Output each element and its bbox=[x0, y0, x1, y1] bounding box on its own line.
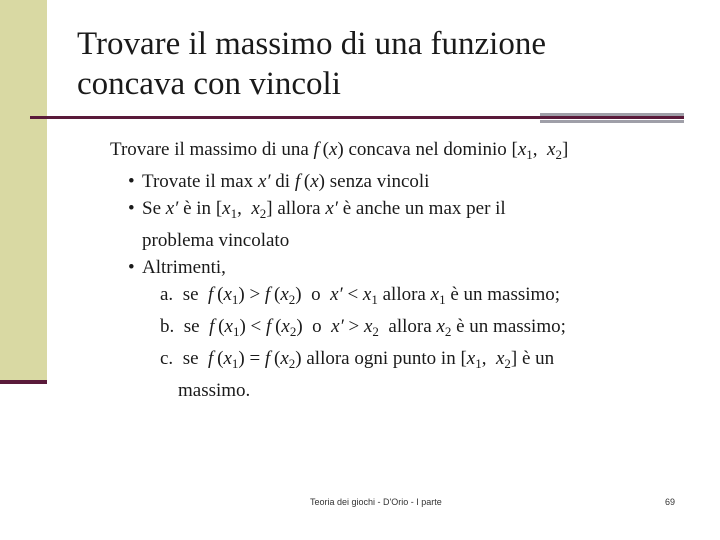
slide-title bbox=[77, 24, 697, 104]
bullet-icon: • bbox=[128, 257, 135, 278]
bullet-icon: • bbox=[128, 198, 135, 219]
bullet-item-1: • Trovate il max x′ di f (x) senza vincoli bbox=[110, 168, 680, 195]
sub-item-c: c. se f $(x_1) = f$ $(x_2)$ allora ogni punto in [$x_1$, $x_2$] è un bbox=[160, 348, 555, 371]
footer-text: Teoria dei giochi - D'Orio - I parte bbox=[310, 497, 442, 507]
bullet-item-2-continuation: problema vincolato bbox=[142, 230, 290, 251]
sidebar-band bbox=[0, 0, 47, 384]
title-rule-shadow-lower bbox=[540, 120, 684, 123]
sub-item-b: b. se f $(x_1) < f$ $(x_2)$ o $x' > x_2$ allora $x_2$ è un massimo; bbox=[160, 316, 566, 339]
bullet-icon: • bbox=[128, 171, 135, 192]
title-line-1: Trovare il massimo di una funzione bbox=[77, 26, 546, 62]
bullet-item-2: • Se x′ è in [$x_1$, $x_2$] allora x′ è anche un max per il bbox=[110, 195, 680, 227]
sub-item-c-continuation: massimo. bbox=[178, 380, 251, 401]
page-number: 69 bbox=[665, 497, 676, 507]
title-rule bbox=[30, 116, 684, 119]
slide-body bbox=[110, 136, 680, 404]
intro-line: Trovare il massimo di una f (x) concava nel dominio [$x_1$, $x_2$] bbox=[110, 139, 569, 162]
sidebar-edge bbox=[0, 380, 47, 384]
bullet-item-3: • Altrimenti, bbox=[110, 254, 680, 281]
title-line-2: concava con vincoli bbox=[77, 66, 341, 102]
sub-item-a: a. se f $(x_1) > f$ $(x_2)$ o $x' < x_1$ allora $x_1$ è un massimo; bbox=[160, 284, 561, 307]
